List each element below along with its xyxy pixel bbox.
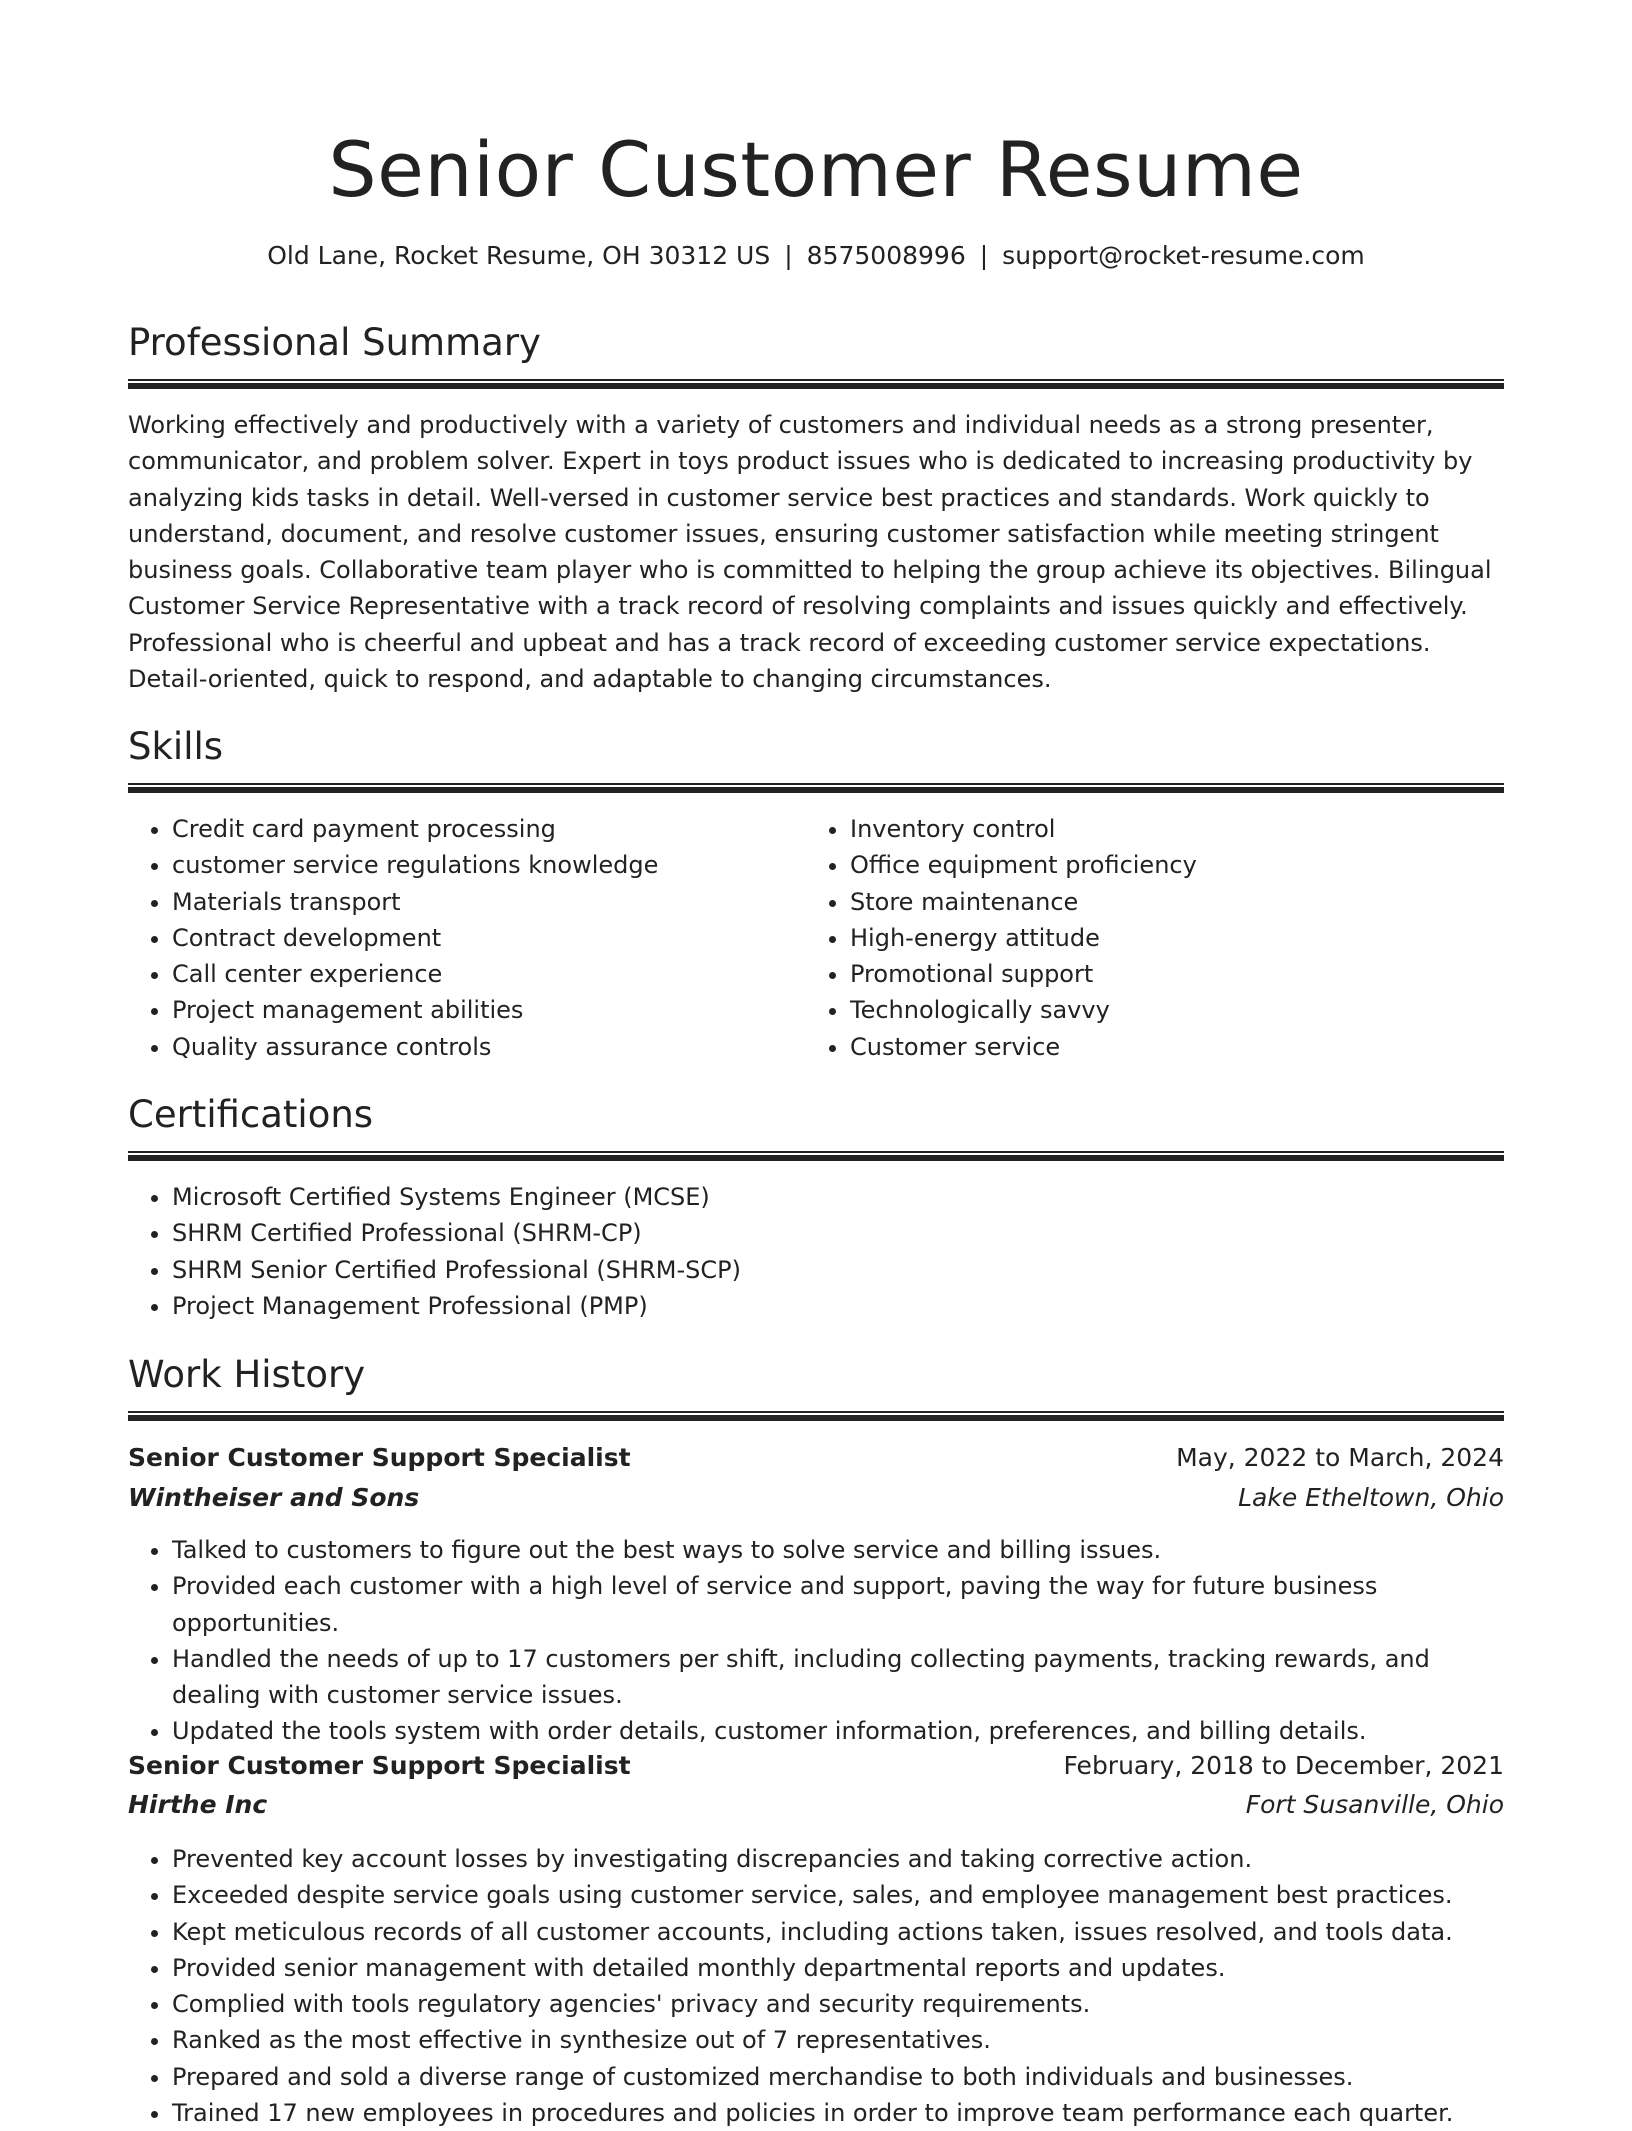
certifications-list [128, 1179, 1502, 1324]
job-duty: • Handled the needs of up to 17 customers per shift, including collecting payments, tracking rewards, and dealing with customer service issues. [172, 1641, 1504, 1714]
job-location: Fort Susanville, Ohio [1245, 1790, 1504, 1819]
skills-list-left [128, 811, 802, 1065]
job-subheader [128, 1478, 1504, 1518]
contact-separator: | [784, 241, 793, 270]
certification-item: • Project Management Professional (PMP) [172, 1288, 1502, 1324]
job-duty: • Provided senior management with detailed monthly departmental reports and updates. [172, 1950, 1504, 1986]
job-duty: • Exceeded despite service goals using customer service, sales, and employee management best practices. [172, 1877, 1504, 1913]
certification-item: • Microsoft Certified Systems Engineer (MCSE) [172, 1179, 1502, 1215]
job-dates: May, 2022 to March, 2024 [1176, 1443, 1504, 1472]
job-header [128, 1746, 1504, 1786]
job-duty: • Prevented key account losses by investigating discrepancies and taking corrective action. [172, 1841, 1504, 1877]
skill-item: • Store maintenance [850, 884, 1500, 920]
job-duty: • Trained 17 new employees in procedures and policies in order to improve team performance each quarter. [172, 2095, 1504, 2131]
contact-email: support@rocket-resume.com [1002, 241, 1365, 270]
job-duty: • Complied with tools regulatory agencies' privacy and security requirements. [172, 1986, 1504, 2022]
job-title: Senior Customer Support Specialist [128, 1751, 631, 1780]
job-duty: • Talked to customers to figure out the best ways to solve service and billing issues. [172, 1532, 1504, 1568]
job-duty: • Ranked as the most effective in synthesize out of 7 representatives. [172, 2022, 1504, 2058]
job-duty: • Prepared and sold a diverse range of customized merchandise to both individuals and businesses. [172, 2059, 1504, 2095]
skill-item: • Technologically savvy [850, 992, 1500, 1028]
skill-item: • Promotional support [850, 956, 1500, 992]
skills-heading: Skills [128, 722, 1504, 785]
skill-item: • Customer service [850, 1029, 1500, 1065]
job-company: Hirthe Inc [128, 1790, 268, 1819]
job-dates: February, 2018 to December, 2021 [1063, 1751, 1504, 1780]
job-duties-list [128, 1841, 1504, 2131]
skill-item: • Materials transport [172, 884, 802, 920]
job-duties-list [128, 1532, 1504, 1750]
job-company: Wintheiser and Sons [128, 1483, 420, 1512]
skill-item: • Contract development [172, 920, 802, 956]
skill-item: • Quality assurance controls [172, 1029, 802, 1065]
job-duty: • Kept meticulous records of all customer accounts, including actions taken, issues resolved, and tools data. [172, 1914, 1504, 1950]
skill-item: • customer service regulations knowledge [172, 847, 802, 883]
skill-item: • Project management abilities [172, 992, 802, 1028]
certification-item: • SHRM Senior Certified Professional (SHRM-SCP) [172, 1252, 1502, 1288]
summary-heading: Professional Summary [128, 318, 1504, 381]
job-header [128, 1438, 1504, 1478]
job-location: Lake Etheltown, Ohio [1238, 1483, 1504, 1512]
contact-separator: | [979, 241, 989, 270]
job-duty: • Provided each customer with a high level of service and support, paving the way for future business opportunities. [172, 1568, 1504, 1641]
work-history-heading: Work History [128, 1350, 1504, 1413]
skills-list-right [806, 811, 1500, 1065]
contact-phone: 8575008996 [806, 241, 966, 270]
certifications-heading: Certifications [128, 1090, 1504, 1153]
resume-page [128, 0, 1504, 2128]
summary-text: Working effectively and productively with a variety of customers and individual needs as a strong presenter, communicator, and problem solver. Expert in toys product issues who is dedicated to increasing productivity by analyzing kids tasks in detail. Well-versed in customer service best practices and standards. Work quickly to understand, document, and resolve customer issues, ensuring customer satisfaction while meeting stringent business goals. Collaborative team player who is committed to helping the group achieve its objectives. Bilingual Customer Service Representative with a track record of resolving complaints and issues quickly and effectively. Professional who is cheerful and upbeat and has a track record of exceeding customer service expectations. Detail-oriented, quick to respond, and adaptable to changing circumstances. [128, 411, 1492, 694]
certification-item: • SHRM Certified Professional (SHRM-CP) [172, 1215, 1502, 1251]
contact-address: Old Lane, Rocket Resume, OH 30312 US [267, 241, 771, 270]
job-title: Senior Customer Support Specialist [128, 1443, 631, 1472]
skill-item: • Credit card payment processing [172, 811, 802, 847]
skill-item: • Call center experience [172, 956, 802, 992]
skill-item: • Inventory control [850, 811, 1500, 847]
job-subheader [128, 1785, 1504, 1825]
skill-item: • High-energy attitude [850, 920, 1500, 956]
contact-line [128, 238, 1504, 274]
job-duty: • Updated the tools system with order details, customer information, preferences, and billing details. [172, 1713, 1504, 1749]
resume-title: Senior Customer Resume [328, 125, 1304, 214]
skill-item: • Office equipment proficiency [850, 847, 1500, 883]
